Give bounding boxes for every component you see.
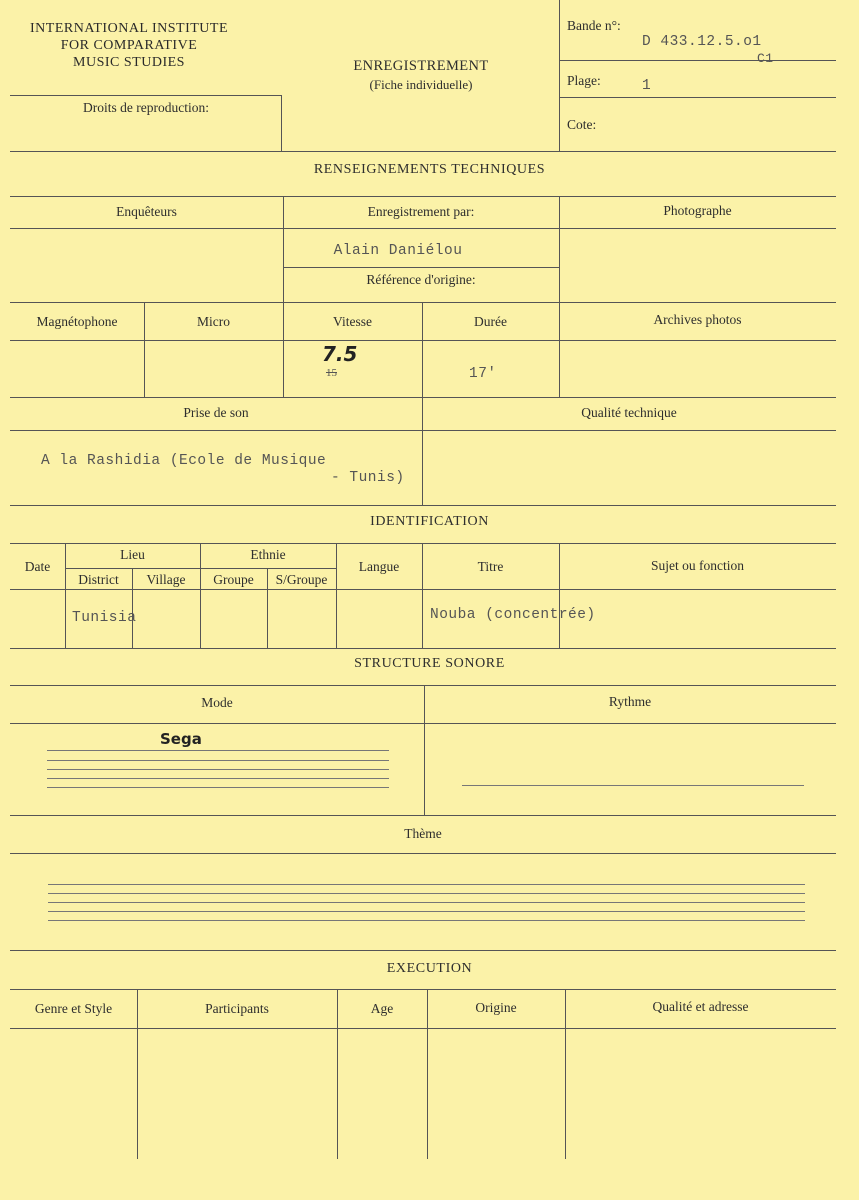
- sujet-fonction-label: Sujet ou fonction: [651, 558, 744, 573]
- form-subtitle: (Fiche individuelle): [369, 77, 473, 92]
- district-label: District: [78, 572, 119, 587]
- plage-label: Plage:: [567, 73, 601, 88]
- section-execution-title: EXECUTION: [386, 961, 473, 976]
- micro-label: Micro: [197, 314, 230, 329]
- mode-value: Sega: [160, 730, 202, 748]
- plage-value: 1: [642, 78, 652, 94]
- enregistrement-label: Enregistrement par:: [367, 204, 475, 219]
- theme-label: Thème: [404, 826, 442, 841]
- village-label: Village: [146, 572, 186, 587]
- archives-photos-label: Archives photos: [653, 312, 742, 327]
- photographe-label: Photographe: [663, 203, 732, 218]
- qualite-technique-label: Qualité technique: [581, 405, 677, 420]
- genre-style-label: Genre et Style: [34, 1001, 113, 1016]
- groupe-label: Groupe: [213, 572, 254, 587]
- qualite-adresse-label: Qualité et adresse: [652, 999, 749, 1014]
- prise-de-son-value-line-2: - Tunis): [331, 470, 405, 486]
- titre-label: Titre: [477, 559, 504, 574]
- date-label: Date: [24, 559, 51, 574]
- titre-value: Nouba (concentrée): [430, 607, 596, 623]
- participants-label: Participants: [205, 1001, 269, 1016]
- duree-label: Durée: [474, 314, 507, 329]
- enqueteurs-label: Enquêteurs: [116, 204, 177, 219]
- mode-label: Mode: [201, 695, 233, 710]
- form-title: ENREGISTREMENT: [353, 58, 489, 74]
- vitesse-value: 7.5: [322, 342, 358, 366]
- duree-value: 17': [469, 366, 497, 382]
- vitesse-label: Vitesse: [333, 314, 372, 329]
- cote-label: Cote:: [567, 117, 597, 132]
- reference-label: Référence d'origine:: [366, 272, 476, 287]
- lieu-label: Lieu: [120, 547, 145, 562]
- magnetophone-label: Magnétophone: [36, 314, 118, 329]
- prise-de-son-value-line-1: A la Rashidia (Ecole de Musique: [41, 453, 327, 469]
- bande-value: D 433.12.5.o1: [642, 34, 762, 50]
- lieu-value: Tunisia: [72, 610, 137, 626]
- institute-name: [4, 20, 254, 71]
- age-label: Age: [370, 1001, 394, 1016]
- prise-de-son-label: Prise de son: [183, 405, 249, 420]
- bande-label: Bande n°:: [567, 18, 621, 33]
- institute-line-3: MUSIC STUDIES: [73, 55, 185, 70]
- institute-line-2: FOR COMPARATIVE: [60, 38, 198, 53]
- bande-note: C1: [757, 51, 774, 66]
- vitesse-struck-value: 15: [326, 367, 337, 379]
- section-identification-title: IDENTIFICATION: [370, 514, 489, 529]
- rythme-label: Rythme: [608, 694, 652, 709]
- origine-label: Origine: [475, 1000, 517, 1015]
- rights-label: Droits de reproduction:: [83, 100, 209, 115]
- langue-label: Langue: [358, 559, 400, 574]
- ethnie-label: Ethnie: [250, 547, 286, 562]
- s-groupe-label: S/Groupe: [275, 572, 328, 587]
- section-technical-title: RENSEIGNEMENTS TECHNIQUES: [313, 162, 546, 177]
- institute-line-1: INTERNATIONAL INSTITUTE: [30, 21, 228, 36]
- enregistrement-value: Alain Daniélou: [333, 243, 463, 259]
- section-structure-title: STRUCTURE SONORE: [354, 656, 505, 671]
